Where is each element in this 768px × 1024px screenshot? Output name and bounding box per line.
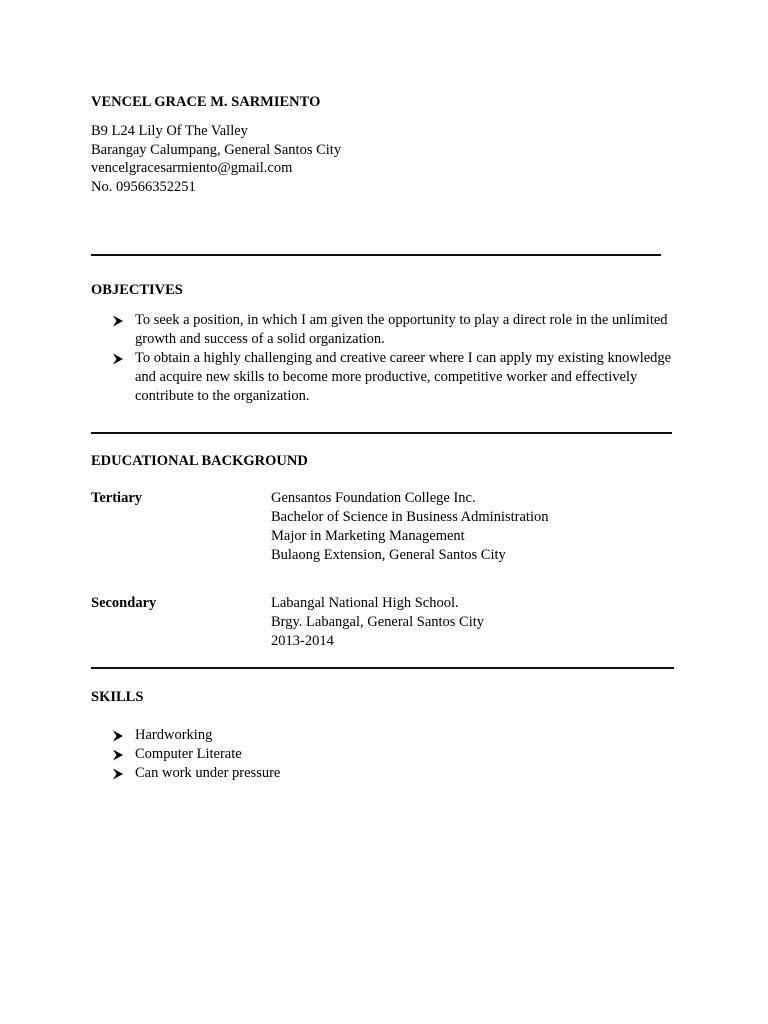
arrow-bullet-icon [112, 353, 124, 365]
objective-item [112, 349, 672, 406]
address-line-2: Barangay Calumpang, General Santos City [91, 141, 342, 158]
tertiary-location: Bulaong Extension, General Santos City [271, 547, 506, 563]
divider-1 [91, 254, 661, 256]
objectives-heading: OBJECTIVES [91, 282, 183, 298]
skill-item [112, 764, 280, 783]
objectives-list [112, 311, 672, 406]
skill-item [112, 726, 280, 745]
skills-heading: SKILLS [91, 689, 144, 705]
objective-text: To seek a position, in which I am given the opportunity to play a direct role in the unlimited growth and success of a solid organization. [135, 312, 668, 347]
tertiary-details [271, 489, 548, 565]
email-address: vencelgracesarmiento@gmail.com [91, 160, 293, 176]
applicant-name: VENCEL GRACE M. SARMIENTO [91, 94, 321, 110]
address-line-1: B9 L24 Lily Of The Valley [91, 123, 248, 139]
secondary-details [271, 594, 484, 651]
secondary-years: 2013-2014 [271, 633, 334, 649]
tertiary-label: Tertiary [91, 490, 143, 506]
arrow-bullet-icon [112, 749, 124, 761]
skills-list [112, 726, 280, 783]
tertiary-major: Major in Marketing Management [271, 528, 465, 544]
skill-item [112, 745, 280, 764]
skill-text: Computer Literate [135, 746, 242, 762]
arrow-bullet-icon [112, 730, 124, 742]
contact-block [91, 122, 341, 196]
secondary-label: Secondary [91, 595, 157, 611]
arrow-bullet-icon [112, 768, 124, 780]
divider-3 [91, 667, 674, 669]
skill-text: Hardworking [135, 727, 213, 743]
tertiary-school: Gensantos Foundation College Inc. [271, 490, 476, 506]
divider-2 [91, 432, 672, 434]
phone-number: No. 09566352251 [91, 178, 196, 195]
secondary-school: Labangal National High School. [271, 595, 459, 611]
tertiary-degree: Bachelor of Science in Business Administration [271, 509, 549, 525]
arrow-bullet-icon [112, 315, 124, 327]
skill-text: Can work under pressure [135, 765, 281, 781]
secondary-location: Brgy. Labangal, General Santos City [271, 614, 485, 630]
objective-item [112, 311, 672, 349]
objective-text: To obtain a highly challenging and creative career where I can apply my existing knowledge and acquire new skills to become more productive, competitive worker and effectively contribute to the organization. [135, 350, 672, 404]
education-heading: EDUCATIONAL BACKGROUND [91, 453, 308, 469]
